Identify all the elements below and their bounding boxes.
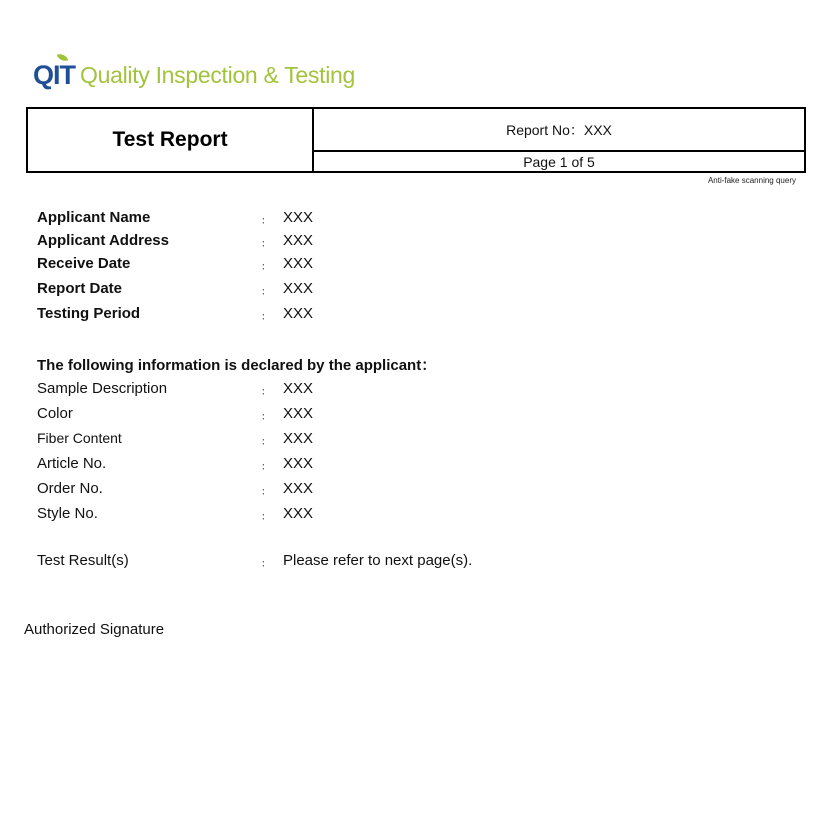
field-label: Sample Description [37, 379, 168, 397]
field-value: XXX [283, 379, 314, 397]
testing-period-row [37, 303, 313, 323]
receive-date-row [37, 253, 313, 273]
order-no-row [37, 478, 313, 498]
field-value: XXX [283, 231, 314, 249]
field-label: Color [37, 404, 73, 422]
report-date-row [37, 278, 313, 298]
article-no-row [37, 453, 313, 473]
field-colon: ： [261, 215, 271, 227]
page-indicator: Page 1 of 5 [523, 153, 595, 170]
color-row [37, 403, 313, 423]
field-colon: ： [261, 436, 271, 448]
anti-fake-link[interactable]: Anti-fake scanning query [707, 176, 796, 185]
field-value: Please refer to next page(s). [283, 551, 473, 569]
field-label: Report Date [37, 279, 123, 297]
style-no-row [37, 503, 313, 523]
field-value: XXX [283, 254, 314, 272]
field-label: Article No. [37, 454, 107, 472]
field-colon: ： [261, 558, 271, 570]
field-colon: ： [261, 386, 271, 398]
field-label: Test Result(s) [37, 551, 129, 569]
logo-text: Quality Inspection & Testing [80, 61, 356, 88]
logo-mark: QIT [33, 62, 75, 89]
field-value: XXX [283, 208, 314, 226]
field-value: XXX [283, 404, 314, 422]
field-value: XXX [283, 504, 314, 522]
field-label: Order No. [37, 479, 103, 497]
field-colon: ： [261, 238, 271, 250]
field-colon: ： [261, 311, 271, 323]
field-colon: ： [261, 411, 271, 423]
field-label: Applicant Name [37, 208, 151, 226]
field-colon: ： [261, 461, 271, 473]
field-value: XXX [283, 279, 314, 297]
report-number: Report No：XXX [314, 109, 804, 152]
field-value: XXX [283, 479, 314, 497]
report-title: Test Report [28, 109, 314, 171]
company-logo [33, 58, 355, 92]
authorized-signature: Authorized Signature [24, 621, 165, 638]
field-value: XXX [283, 429, 314, 447]
applicant-address-row [37, 230, 313, 250]
declared-heading: The following information is declared by the applicant： [37, 357, 437, 374]
field-value: XXX [283, 304, 314, 322]
field-label: Testing Period [37, 304, 141, 322]
test-result-row [37, 550, 472, 570]
field-label: Applicant Address [37, 231, 169, 249]
field-label: Receive Date [37, 254, 131, 272]
field-label: Style No. [37, 504, 98, 522]
field-colon: ： [261, 286, 271, 298]
field-label: Fiber Content [37, 430, 122, 446]
applicant-name-row [37, 207, 313, 227]
field-colon: ： [261, 261, 271, 273]
sample-description-row [37, 378, 313, 398]
field-value: XXX [283, 454, 314, 472]
report-header-box [26, 107, 806, 173]
field-colon: ： [261, 511, 271, 523]
field-colon: ： [261, 486, 271, 498]
fiber-content-row [37, 428, 313, 448]
